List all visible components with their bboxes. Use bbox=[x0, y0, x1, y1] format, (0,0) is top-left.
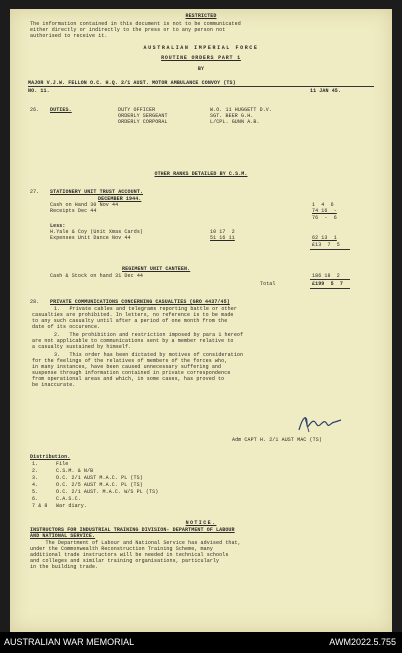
duty-role: DUTY OFFICER bbox=[118, 107, 156, 113]
notice-body-line: under the Commonwealth Reconstruction Training Scheme, many bbox=[30, 546, 213, 552]
distribution-entry: C.A.S.C. bbox=[56, 496, 81, 502]
accession-number: AWM2022.5.755 bbox=[329, 637, 396, 647]
distribution-number: 6. bbox=[32, 496, 39, 502]
paragraph-line: from operational areas and which, in some cases, has proved to bbox=[32, 376, 225, 382]
distribution-number: 2. bbox=[32, 468, 39, 474]
notice-body-line: additional trade instructors will be needed in technical schools bbox=[30, 552, 229, 558]
orders-title: ROUTINE ORDERS PART 1 bbox=[161, 55, 241, 61]
distribution-number: 1. bbox=[32, 461, 39, 467]
duty-name: L/CPL. GUNN A.B. bbox=[210, 119, 260, 125]
private-number: 28. bbox=[30, 299, 40, 305]
paragraph-line: in many instances, have been caused unnecessary suffering and bbox=[32, 364, 222, 370]
ledger-amount: 51 16 11 bbox=[210, 235, 235, 241]
canteen-title: REGIMENT UNIT CANTEEN. bbox=[122, 266, 191, 272]
distribution-entry: O.C. 2/5 AUST M.A.C. PL (TS) bbox=[56, 482, 143, 488]
duties-number: 26. bbox=[30, 107, 40, 113]
force-title: AUSTRALIAN IMPERIAL FORCE bbox=[143, 45, 259, 51]
paragraph-line: be inaccurate. bbox=[32, 382, 76, 388]
order-date: 11 JAN 45. bbox=[310, 88, 342, 94]
notice-line-1: The information contained in this document is not to be communicated bbox=[30, 21, 241, 27]
ledger-total: 62 13 1 bbox=[312, 235, 337, 241]
paragraph-line: 1. Private cables and telegrams reporting battle or other bbox=[54, 306, 237, 312]
document-page bbox=[10, 9, 392, 632]
officer-line: MAJOR V.J.W. FELLON O.C. H.Q. 2/1 AUST. MOTOR AMBULANCE CONVOY (TS) bbox=[28, 80, 236, 86]
paragraph-line: suspense through information contained in private correspondence bbox=[32, 370, 231, 376]
canteen-total-rule bbox=[310, 288, 350, 289]
distribution-number: 3. bbox=[32, 475, 39, 481]
notice-body-line: in the building trade. bbox=[30, 564, 99, 570]
ledger-total: 1 4 6 bbox=[312, 202, 334, 208]
canteen-cash-label: Cash & Stock on hand 31 Dec 44 bbox=[50, 273, 144, 279]
duty-name: W.O. 11 HUGGETT D.V. bbox=[210, 107, 273, 113]
order-number: NO. 11. bbox=[28, 88, 50, 94]
private-title: PRIVATE COMMUNICATIONS CONCERNING CASUALTIES (GRO 4437/45) bbox=[50, 299, 230, 305]
distribution-number: 4. bbox=[32, 482, 39, 488]
ledger-label: Expenses Unit Dance Nov 44 bbox=[50, 235, 131, 241]
canteen-cash-value: 186 18 2 bbox=[312, 273, 340, 279]
distribution-entry: O.C. 2/1 AUST. M.A.C. W/S PL (TS) bbox=[56, 489, 159, 495]
distribution-entry: File bbox=[56, 461, 69, 467]
signature-block: Adm CAPT H. 2/1 AUST MAC (TS) bbox=[232, 437, 322, 443]
paragraph-line: 3. This order has been dictated by motives of consideration bbox=[54, 352, 244, 358]
distribution-title: Distribution. bbox=[30, 454, 71, 460]
notice-line-2: either directly or indirectly to the press or to any person not bbox=[30, 27, 226, 33]
paragraph-line: date of its occurence. bbox=[32, 324, 101, 330]
ledger-label: Cash on Hand 30 Nov 44 bbox=[50, 202, 119, 208]
by-line: BY bbox=[197, 66, 205, 72]
paragraph-line: for the feelings of the relatives of members of the forces who, bbox=[32, 358, 228, 364]
notice-body-line: and colleges and similar training organisations, particularly bbox=[30, 558, 220, 564]
stationery-subtitle: DECEMBER 1944. bbox=[98, 196, 142, 202]
notice-heading-line: AND NATIONAL SERVICE. bbox=[30, 533, 96, 539]
ledger-total: 76 - 6 bbox=[312, 215, 337, 221]
duty-role: ORDERLY CORPORAL bbox=[118, 119, 168, 125]
distribution-entry: C.S.M. & N/B bbox=[56, 468, 94, 474]
ledger-less-label: Less: bbox=[50, 223, 66, 229]
duties-title: DUTIES. bbox=[50, 107, 72, 113]
paragraph-line: 2. The prohibition and restriction imposed by para 1 hereof bbox=[54, 332, 244, 338]
ledger-total: 74 16 - bbox=[312, 208, 337, 214]
classification-mark: RESTRICTED bbox=[185, 13, 217, 19]
handwritten-signature-icon bbox=[295, 412, 345, 436]
canteen-total-value: £199 5 7 bbox=[312, 281, 344, 287]
stationery-number: 27. bbox=[30, 189, 40, 195]
canteen-total-label: Total bbox=[260, 281, 276, 287]
distribution-number: 7 & 8 bbox=[32, 503, 48, 509]
archive-footer bbox=[0, 632, 402, 653]
paragraph-line: casualties are prohibited. In letters, no reference is to be made bbox=[32, 312, 234, 318]
archive-name: AUSTRALIAN WAR MEMORIAL bbox=[4, 637, 135, 647]
ledger-label: Receipts Dec 44 bbox=[50, 208, 97, 214]
stationery-title: STATIONERY UNIT TRUST ACCOUNT. bbox=[50, 189, 144, 195]
paragraph-line: a casualty sustained by himself. bbox=[32, 344, 132, 350]
canteen-rule bbox=[310, 279, 350, 280]
notice-body-line: The Department of Labour and National Service has advised that, bbox=[30, 540, 241, 546]
distribution-number: 5. bbox=[32, 489, 39, 495]
distribution-entry: O.C. 2/1 AUST M.A.C. PL (TS) bbox=[56, 475, 143, 481]
paragraph-line: are not applicable to communications sent by a member relative to bbox=[32, 338, 234, 344]
ledger-label: H.Yale & Coy (Unit Xmas Cards) bbox=[50, 229, 144, 235]
duty-role: ORDERLY SERGEANT bbox=[118, 113, 168, 119]
ledger-amount: 10 17 2 bbox=[210, 229, 235, 235]
notice-line-3: authorised to receive it. bbox=[30, 33, 108, 39]
header-rule bbox=[28, 86, 374, 87]
paragraph-line: to any such casualty until after a period of one month from the bbox=[32, 318, 228, 324]
notice-heading-line: INSTRUCTORS FOR INDUSTRIAL TRAINING DIVISION- DEPARTMENT OF LABOUR bbox=[30, 527, 235, 533]
duty-name: SGT. BEER G.H. bbox=[210, 113, 254, 119]
ledger-balance: £13 7 5 bbox=[312, 242, 340, 248]
distribution-entry: War diary. bbox=[56, 503, 88, 509]
notice-title: NOTICE. bbox=[185, 520, 217, 526]
other-ranks-heading: OTHER RANKS DETAILED BY C.S.M. bbox=[154, 171, 248, 177]
balance-rule bbox=[310, 249, 350, 250]
